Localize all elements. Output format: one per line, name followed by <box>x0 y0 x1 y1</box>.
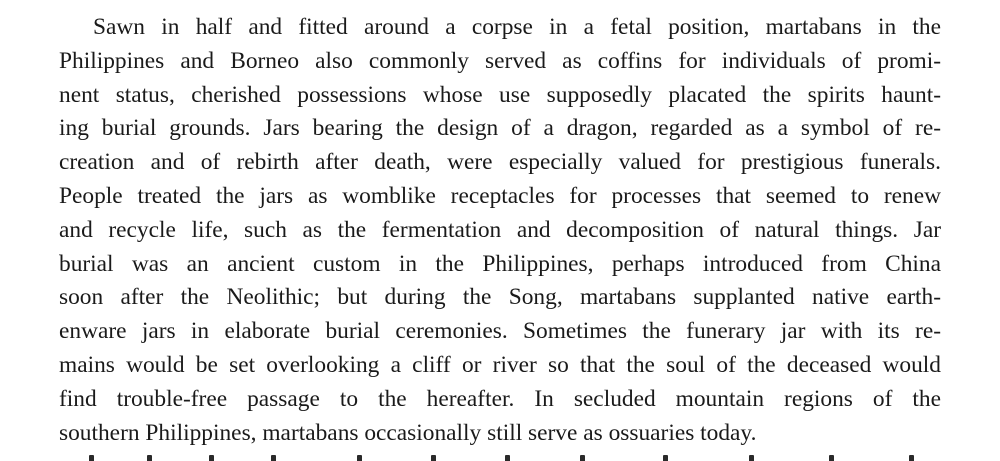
text-line: enware jars in elaborate burial ceremonies. Sometimes the funerary jar with its re- <box>59 318 941 345</box>
text-line: and recycle life, such as the fermentation and decomposition of natural things. Jar <box>59 216 941 243</box>
text-line: Sawn in half and fitted around a corpse in a fetal position, martabans in the <box>93 14 941 40</box>
text-line: soon after the Neolithic; but during the Song, martabans supplanted native earth- <box>59 284 941 311</box>
text-line: Philippines and Borneo also commonly served as coffins for individuals of promi- <box>59 47 941 74</box>
body-paragraph <box>59 11 941 450</box>
text-line: find trouble-free passage to the hereafter. In secluded mountain regions of the <box>59 385 941 412</box>
text-line: nent status, cherished possessions whose use supposedly placated the spirits haunt- <box>59 81 941 108</box>
text-line: ing burial grounds. Jars bearing the design of a dragon, regarded as a symbol of re- <box>59 115 941 142</box>
text-line: People treated the jars as womblike receptacles for processes that seemed to renew <box>59 182 941 209</box>
text-line: southern Philippines, martabans occasionally still serve as ossuaries today. <box>59 419 757 446</box>
text-line: mains would be set overlooking a cliff or river so that the soul of the deceased would <box>59 351 941 378</box>
text-line: burial was an ancient custom in the Philippines, perhaps introduced from China <box>59 250 941 277</box>
truncated-next-line <box>59 455 941 461</box>
text-line: creation and of rebirth after death, were especially valued for prestigious funerals. <box>59 149 941 176</box>
